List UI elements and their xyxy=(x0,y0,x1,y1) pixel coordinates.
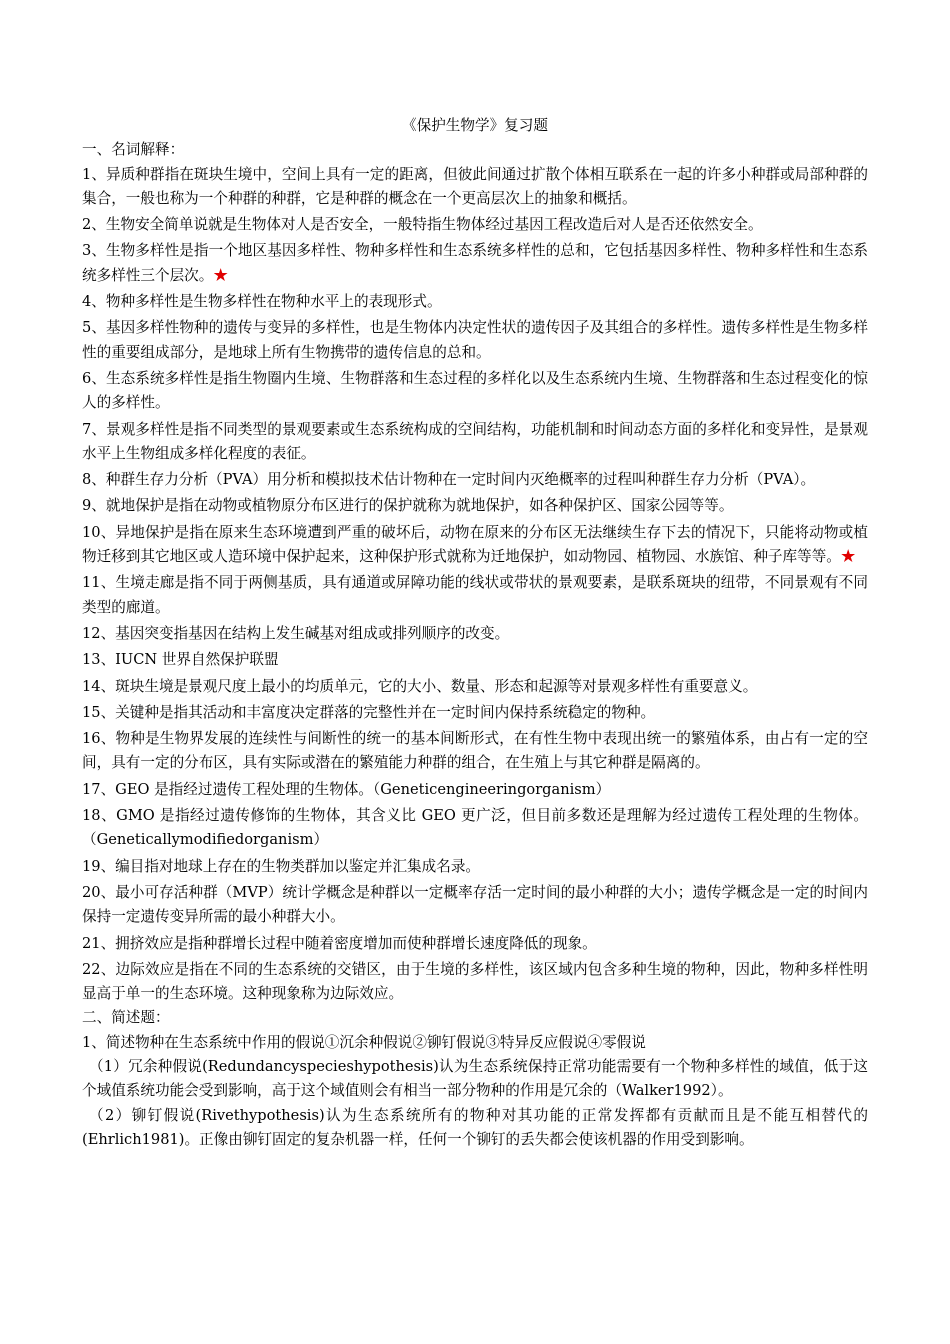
term-text: 13、IUCN 世界自然保护联盟 xyxy=(82,651,279,669)
term-item xyxy=(82,213,868,237)
term-text: 1、异质种群指在斑块生境中，空间上具有一定的距离，但彼此间通过扩散个体相互联系在一起的许多小种群或局部种群的集合，一般也称为一个种群的种群，它是种群的概念在一个更高层次上的抽象和概括。 xyxy=(82,165,868,207)
term-text: 7、景观多样性是指不同类型的景观要素或生态系统构成的空间结构，功能机制和时间动态方面的多样化和变异性，是景观水平上生物组成多样化程度的表征。 xyxy=(82,420,868,462)
term-text: 4、物种多样性是生物多样性在物种水平上的表现形式。 xyxy=(82,293,442,311)
document-page xyxy=(82,114,868,1152)
term-item xyxy=(82,622,868,646)
term-text: 11、生境走廊是指不同于两侧基质，具有通道或屏障功能的线状或带状的景观要素，是联系斑块的纽带，不同景观有不同类型的廊道。 xyxy=(82,574,868,616)
term-text: 14、斑块生境是景观尺度上最小的均质单元，它的大小、数量、形态和起源等对景观多样性有重要意义。 xyxy=(82,677,758,695)
term-item xyxy=(82,290,868,314)
term-item xyxy=(82,648,868,672)
term-text: 10、异地保护是指在原来生态环境遭到严重的破坏后，动物在原来的分布区无法继续生存下去的情况下，只能将动物或植物迁移到其它地区或人造环境中保护起来，这种保护形式就称为迁地保护，如动物园、植物园、水族馆、种子库等等。 xyxy=(82,523,868,566)
section-heading-terms: 一、名词解释： xyxy=(82,141,185,159)
term-text: 8、种群生存力分析（PVA）用分析和模拟技术估计物种在一定时间内灭绝概率的过程叫种群生存力分析（PVA）。 xyxy=(82,471,816,489)
star-icon: ★ xyxy=(840,548,856,566)
answer-part: （2）铆钉假说(Rivethypothesis)认为生态系统所有的物种对其功能的正常发挥都有贡献而且是不能互相替代的(Ehrlich1981)。正像由铆钉固定的复杂机器一样，任何一个铆钉的丢失都会使该机器的作用受到影响。 xyxy=(82,1106,868,1148)
term-item xyxy=(82,881,868,930)
term-item xyxy=(82,571,868,620)
term-item xyxy=(82,239,868,288)
term-text: 19、编目指对地球上存在的生物类群加以鉴定并汇集成名录。 xyxy=(82,857,481,875)
term-item xyxy=(82,494,868,518)
answer-part: （1）冗余种假说(Redundancyspecieshypothesis)认为生态系统保持正常功能需要有一个物种多样性的域值，低于这个域值系统功能会受到影响，高于这个域值则会有相当一部分物种的作用是冗余的（Walker1992）。 xyxy=(82,1057,868,1100)
page-title: 《保护生物学》复习题 xyxy=(402,117,548,134)
term-item xyxy=(82,316,868,365)
term-text: 18、GMO 是指经过遗传修饰的生物体，其含义比 GEO 更广泛，但目前多数还是理解为经过遗传工程处理的生物体。（Geneticallymodifiedorganism） xyxy=(82,807,868,849)
question-item: 1、简述物种在生态系统中作用的假说①沉余种假说②铆钉假说③特异反应假说④零假说 xyxy=(82,1033,646,1051)
section-heading-short-answer: 二、简述题： xyxy=(82,1009,170,1027)
term-text: 12、基因突变指基因在结构上发生碱基对组成或排列顺序的改变。 xyxy=(82,624,510,642)
term-item xyxy=(82,418,868,467)
term-text: 22、边际效应是指在不同的生态系统的交错区，由于生境的多样性，该区域内包含多种生境的物种，因此，物种多样性明显高于单一的生态环境。这种现象称为边际效应。 xyxy=(82,960,868,1003)
term-item xyxy=(82,468,868,492)
term-text: 5、基因多样性物种的遗传与变异的多样性，也是生物体内决定性状的遗传因子及其组合的多样性。遗传多样性是生物多样性的重要组成部分，是地球上所有生物携带的遗传信息的总和。 xyxy=(82,319,868,361)
term-text: 9、就地保护是指在动物或植物原分布区进行的保护就称为就地保护，如各种保护区、国家公园等等。 xyxy=(82,497,734,515)
term-text: 15、关键种是指其活动和丰富度决定群落的完整性并在一定时间内保持系统稳定的物种。 xyxy=(82,703,656,721)
term-text: 20、最小可存活种群（MVP）统计学概念是种群以一定概率存活一定时间的最小种群的大小；遗传学概念是一定的时间内保持一定遗传变异所需的最小种群大小。 xyxy=(82,883,868,926)
star-icon: ★ xyxy=(213,266,228,284)
term-text: 6、生态系统多样性是指生物圈内生境、生物群落和生态过程的多样化以及生态系统内生境、生物群落和生态过程变化的惊人的多样性。 xyxy=(82,369,868,412)
term-item xyxy=(82,855,868,879)
term-item xyxy=(82,701,868,725)
term-item xyxy=(82,727,868,776)
term-text: 17、GEO 是指经过遗传工程处理的生物体。（Geneticengineeringorganism） xyxy=(82,780,611,798)
term-item xyxy=(82,932,868,956)
term-item xyxy=(82,367,868,416)
term-text: 3、生物多样性是指一个地区基因多样性、物种多样性和生态系统多样性的总和，它包括基因多样性、物种多样性和生态系统多样性三个层次。 xyxy=(82,242,868,284)
term-text: 16、物种是生物界发展的连续性与间断性的统一的基本间断形式，在有性生物中表现出统一的繁殖体系，由占有一定的空间，具有一定的分布区，具有实际或潜在的繁殖能力种群的组合，在生殖上与其它种群是隔离的。 xyxy=(82,730,868,772)
term-item xyxy=(82,778,868,802)
term-text: 2、生物安全简单说就是生物体对人是否安全，一般特指生物体经过基因工程改造后对人是否还依然安全。 xyxy=(82,216,763,234)
term-item xyxy=(82,521,868,570)
term-text: 21、拥挤效应是指种群增长过程中随着密度增加而使种群增长速度降低的现象。 xyxy=(82,934,597,952)
term-item xyxy=(82,804,868,853)
term-item xyxy=(82,958,868,1007)
term-item xyxy=(82,675,868,699)
term-item xyxy=(82,163,868,212)
